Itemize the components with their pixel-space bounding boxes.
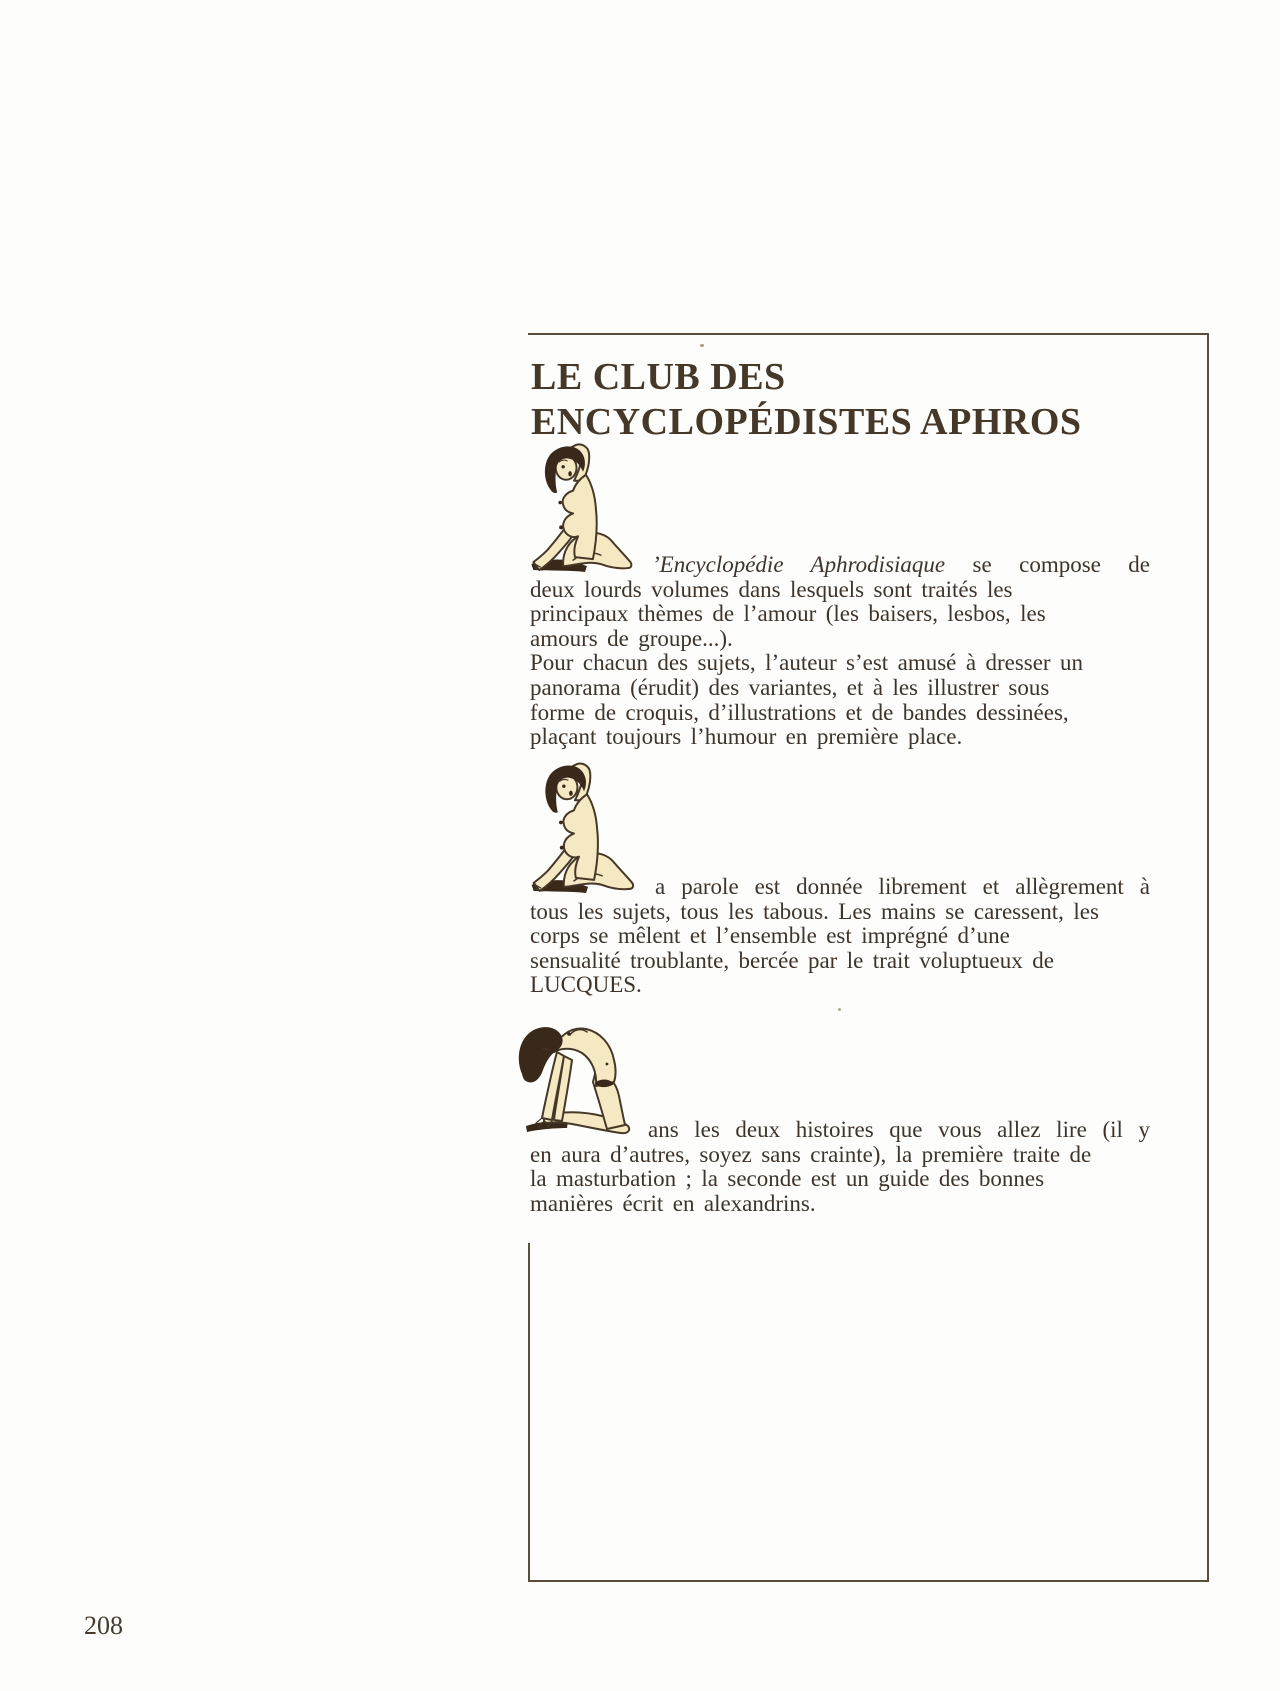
frame-top-border bbox=[528, 333, 1209, 335]
text-line: panorama (érudit) des variantes, et à les illustrer sous bbox=[530, 674, 1050, 700]
scan-speck bbox=[838, 1008, 841, 1011]
text-line: tous les sujets, tous les tabous. Les mains se caressent, les bbox=[530, 898, 1099, 924]
paragraph-2 bbox=[530, 875, 1150, 998]
paragraph-3 bbox=[530, 1118, 1150, 1216]
text-line: forme de croquis, d’illustrations et de bandes dessinées, bbox=[530, 699, 1069, 725]
text-line: amours de groupe...). bbox=[530, 625, 733, 651]
paragraph-1-lead-line: ’Encyclopédie Aphrodisiaque se compose de bbox=[652, 552, 1150, 577]
frame-bottom-border bbox=[528, 1580, 1209, 1582]
paragraph-1 bbox=[530, 553, 1150, 750]
text-line: corps se mêlent et l’ensemble est imprégné d’une bbox=[530, 923, 1010, 949]
text-line: Pour chacun des sujets, l’auteur s’est amusé à dresser un bbox=[530, 650, 1084, 676]
text-line: principaux thèmes de l’amour (les baisers, lesbos, les bbox=[530, 601, 1046, 627]
text-line: deux lourds volumes dans lesquels sont traités les bbox=[530, 576, 1013, 602]
title-line-2: ENCYCLOPÉDISTES APHROS bbox=[531, 401, 1082, 443]
text-line: la masturbation ; la seconde est un guide des bonnes bbox=[530, 1166, 1045, 1192]
text-line: sensualité troublante, bercée par le trait voluptueux de bbox=[530, 947, 1054, 973]
text-line: LUCQUES. bbox=[530, 972, 642, 998]
page-number: 208 bbox=[84, 1611, 123, 1640]
paragraph-2-lead-line: a parole est donnée librement et allègrement à bbox=[655, 874, 1150, 899]
text-line: manières écrit en alexandrins. bbox=[530, 1190, 816, 1216]
frame-right-border bbox=[1207, 333, 1209, 1582]
title-line-1: LE CLUB DES bbox=[531, 356, 786, 398]
text-line: plaçant toujours l’humour en première place. bbox=[530, 724, 963, 750]
text-line: en aura d’autres, soyez sans crainte), la première traite de bbox=[530, 1141, 1092, 1167]
scan-speck bbox=[700, 344, 704, 347]
book-title-italic: ’Encyclopédie Aphrodisiaque bbox=[652, 552, 946, 577]
frame-left-border bbox=[528, 1243, 530, 1580]
article-title bbox=[531, 355, 1082, 445]
paragraph-3-lead-line: ans les deux histoires que vous allez lire (il y bbox=[648, 1117, 1150, 1142]
